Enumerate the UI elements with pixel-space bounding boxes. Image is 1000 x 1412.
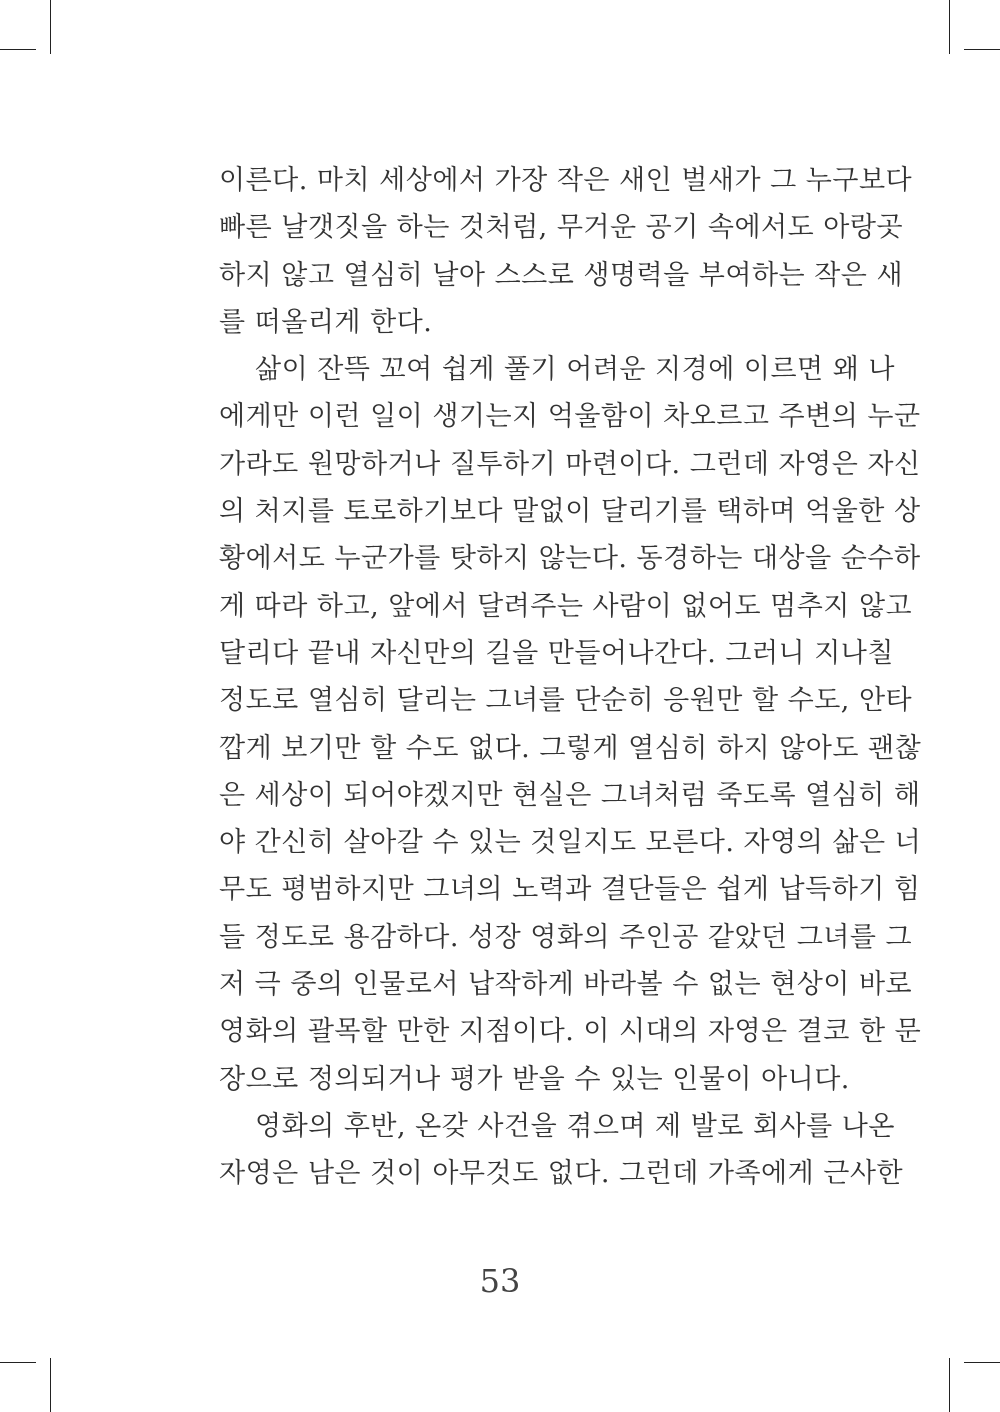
text-line: 를 떠올리게 한다.: [219, 306, 433, 338]
paragraph: [219, 1103, 904, 1198]
text-line: 야 간신히 살아갈 수 있는 것일지도 모른다. 자영의 삶은 너: [219, 827, 922, 859]
text-line: 자영은 남은 것이 아무것도 없다. 그런데 가족에게 근사한: [219, 1158, 904, 1190]
text-line: 에게만 이런 일이 생기는지 억울함이 차오르고 주변의 누군: [219, 401, 921, 433]
body-text: [219, 157, 922, 1198]
text-line: 들 정도로 용감하다. 성장 영화의 주인공 같았던 그녀를 그: [219, 921, 913, 953]
text-line: 하지 않고 열심히 날아 스스로 생명력을 부여하는 작은 새: [219, 259, 904, 291]
text-line: 가라도 원망하거나 질투하기 마련이다. 그런데 자영은 자신: [219, 448, 921, 480]
paragraph: [219, 157, 913, 346]
text-line: 정도로 열심히 달리는 그녀를 단순히 응원만 할 수도, 안타: [219, 685, 913, 717]
crop-mark-bottom-right-vertical: [949, 1358, 950, 1412]
text-line: 게 따라 하고, 앞에서 달려주는 사람이 없어도 멈추지 않고: [219, 590, 913, 622]
text-line: 달리다 끝내 자신만의 길을 만들어나간다. 그러니 지나칠: [219, 637, 894, 669]
text-line: 영화의 괄목할 만한 지점이다. 이 시대의 자영은 결코 한 문: [219, 1016, 922, 1048]
text-line: 빠른 날갯짓을 하는 것처럼, 무거운 공기 속에서도 아랑곳: [219, 212, 904, 244]
text-line: 영화의 후반, 온갖 사건을 겪으며 제 발로 회사를 나온: [255, 1110, 895, 1142]
page-number: 53: [479, 1262, 521, 1300]
text-line: 삶이 잔뜩 꼬여 쉽게 풀기 어려운 지경에 이르면 왜 나: [255, 354, 895, 386]
text-line: 황에서도 누군가를 탓하지 않는다. 동경하는 대상을 순수하: [219, 543, 921, 575]
crop-mark-bottom-left-horizontal: [0, 1362, 36, 1363]
text-line: 은 세상이 되어야겠지만 현실은 그녀처럼 죽도록 열심히 해: [219, 779, 921, 811]
text-line: 장으로 정의되거나 평가 받을 수 있는 인물이 아니다.: [219, 1063, 850, 1095]
crop-mark-top-right-horizontal: [964, 49, 1000, 50]
crop-mark-top-left-horizontal: [0, 49, 36, 50]
text-line: 이른다. 마치 세상에서 가장 작은 새인 벌새가 그 누구보다: [219, 165, 913, 196]
text-line: 의 처지를 토로하기보다 말없이 달리기를 택하며 억울한 상: [219, 496, 921, 528]
paragraph: [219, 346, 922, 1103]
crop-mark-bottom-right-horizontal: [964, 1362, 1000, 1363]
text-line: 무도 평범하지만 그녀의 노력과 결단들은 쉽게 납득하기 힘: [219, 874, 921, 906]
crop-mark-bottom-left-vertical: [50, 1358, 51, 1412]
text-line: 저 극 중의 인물로서 납작하게 바라볼 수 없는 현상이 바로: [219, 969, 913, 1001]
crop-mark-top-left-vertical: [50, 0, 51, 54]
crop-mark-top-right-vertical: [949, 0, 950, 54]
text-line: 깝게 보기만 할 수도 없다. 그렇게 열심히 하지 않아도 괜찮: [219, 732, 922, 764]
